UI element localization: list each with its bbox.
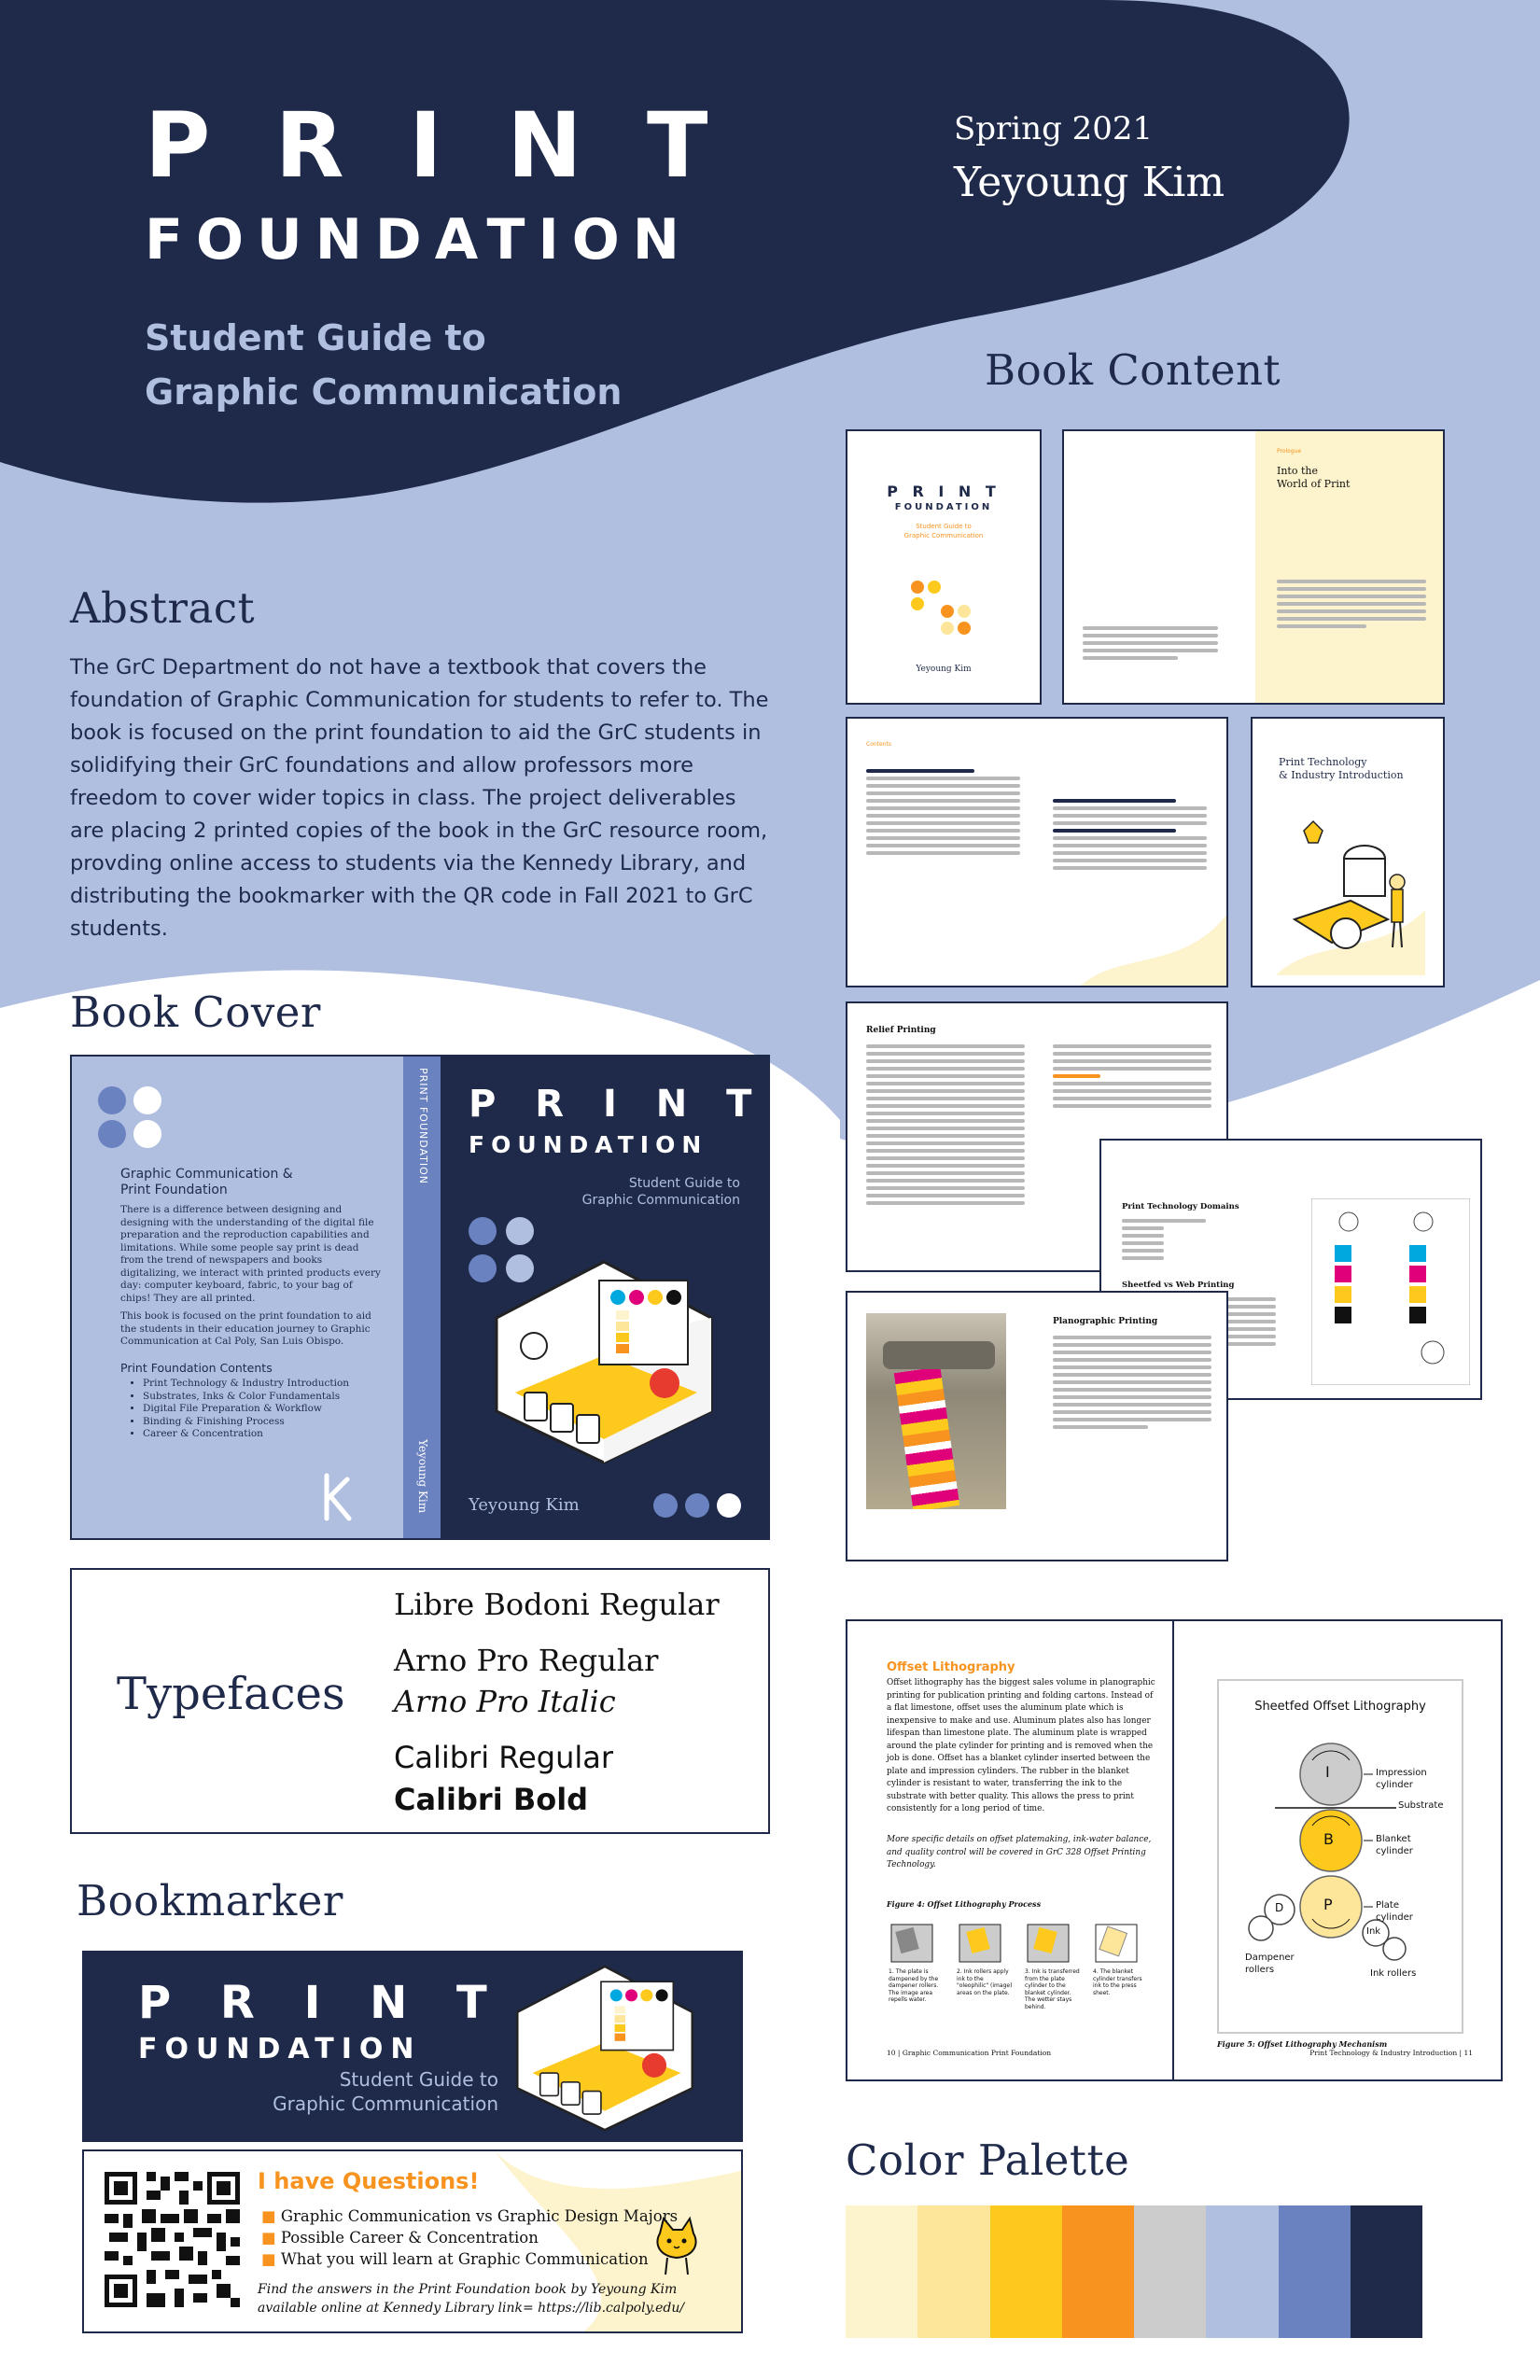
typeface-sample: Arno Pro Regular [394, 1643, 659, 1678]
cover-dot [928, 581, 941, 594]
press-operator-illustration [1276, 817, 1425, 975]
diagram-label-ink: Ink [1366, 1926, 1381, 1937]
chapter1-title: Print Technology [1279, 756, 1367, 768]
prologue-title: World of Print [1277, 478, 1351, 490]
figure4-step: 1. The plate is dampened by the dampener rollers. The image area repells water. [889, 1968, 939, 2003]
diagram-label-ink-rollers: Ink rollers [1370, 1968, 1417, 1979]
offset-diagram [1217, 1679, 1463, 2034]
content-page-planographic [846, 1291, 1228, 1561]
questions-title: I have Questions! [258, 2168, 480, 2194]
cover-dot [506, 1217, 534, 1245]
cover-dot [133, 1120, 161, 1148]
plano-title: Planographic Printing [1053, 1317, 1158, 1326]
header-title-line2: FOUNDATION [145, 207, 693, 273]
figure4-step: 4. The blanket cylinder transfers ink to the press sheet. [1093, 1968, 1142, 1996]
front-cover-title1: P R I N T [469, 1083, 765, 1126]
content-page-chapter1 [1251, 717, 1445, 987]
figure5-caption: Figure 5: Offset Lithography Mechanism [1217, 2039, 1388, 2049]
press-photo [866, 1313, 1006, 1509]
color-swatch [1279, 2205, 1351, 2338]
page-footer: Print Technology & Industry Introduction | 11 [1309, 2049, 1473, 2057]
contents-item: • Binding & Finishing Process [143, 1416, 385, 1429]
typeface-sample: Arno Pro Italic [394, 1684, 616, 1719]
content-page-offset-left [846, 1619, 1174, 2081]
question-text: Possible Career & Concentration [280, 2229, 539, 2247]
back-cover-paragraph: This book is focused on the print foundation to aid the students in their education journey to Graphic Communication at Cal Poly, San Luis Obispo. [120, 1310, 371, 1347]
abstract-heading: Abstract [70, 583, 256, 633]
color-palette-swatches [846, 2205, 1422, 2338]
content-page-offset-right [1172, 1619, 1503, 2081]
contents-item: • Print Technology & Industry Introduction [143, 1378, 385, 1391]
header-term: Spring 2021 [954, 110, 1154, 147]
cover-dot [958, 622, 971, 635]
diagram-title: Sheetfed Offset Lithography [1254, 1700, 1426, 1714]
front-cover-author: Yeyoung Kim [469, 1495, 580, 1515]
typeface-sample: Calibri Regular [394, 1740, 613, 1775]
book-cover-heading: Book Cover [70, 987, 321, 1037]
chapter1-title: & Industry Introduction [1279, 769, 1404, 781]
k-logo-icon [319, 1472, 357, 1523]
contents-item: • Digital File Preparation & Workflow [143, 1403, 385, 1416]
content-page-prologue [1062, 429, 1445, 705]
bookmarker-footer: available online at Kennedy Library link= https://lib.calpoly.edu/ [258, 2301, 685, 2316]
question-item: ■ What you will learn at Graphic Communication [261, 2250, 649, 2268]
question-text: What you will learn at Graphic Communication [280, 2250, 649, 2268]
relief-title: Relief Printing [866, 1026, 936, 1035]
mini-cover-title2: FOUNDATION [894, 502, 993, 512]
contents-label: Contents [866, 741, 891, 748]
offset-note: More specific details on offset platemaking, ink-water balance, and quality control will be covered in GrC 328 Offset Printing Technology. [887, 1835, 1152, 1869]
front-cover-sub2: Graphic Communication [581, 1193, 740, 1208]
figure4-step: 2. Ink rollers apply ink to the "oleophilic" (image) areas on the plate. [957, 1968, 1013, 1996]
cover-dot [941, 605, 954, 618]
diagram-label-dampener: Dampener rollers [1245, 1953, 1295, 1975]
cover-dot [685, 1493, 709, 1518]
back-cover-contents-title: Print Foundation Contents [120, 1361, 273, 1375]
cover-dot [911, 597, 924, 610]
print-shop-illustration [478, 1253, 730, 1467]
book-front-cover [441, 1057, 768, 1538]
header-title-line1: P R I N T [145, 93, 725, 198]
text-block [1053, 1041, 1211, 1112]
typefaces-heading: Typefaces [117, 1668, 345, 1720]
color-swatch [917, 2205, 989, 2338]
sheetfed-web-title: Sheetfed vs Web Printing [1122, 1281, 1235, 1290]
offset-process-steps-illustration [887, 1920, 1148, 1967]
qr-code-icon[interactable] [105, 2172, 240, 2307]
prologue-title: Into the [1277, 465, 1318, 477]
bookmarker-title2: FOUNDATION [138, 2033, 422, 2065]
mini-cover-author: Yeyoung Kim [916, 665, 972, 674]
mini-cover-title1: P R I N T [887, 483, 1001, 500]
print-shop-illustration [502, 1955, 707, 2137]
cover-dot [911, 581, 924, 594]
text-block [1277, 576, 1426, 632]
header-subtitle-line2: Graphic Communication [145, 371, 623, 413]
book-content-heading: Book Content [985, 345, 1281, 395]
text-block [1053, 795, 1207, 874]
diagram-label-blanket: Blanket cylinder [1376, 1834, 1413, 1856]
contents-item: • Career & Concentration [143, 1428, 385, 1441]
color-swatch [1062, 2205, 1134, 2338]
question-text: Graphic Communication vs Graphic Design Majors [280, 2207, 679, 2225]
color-swatch [1134, 2205, 1206, 2338]
bookmarker-footer: Find the answers in the Print Foundation book by Yeyoung Kim [258, 2282, 678, 2297]
cover-dot [653, 1493, 678, 1518]
diagram-label-substrate: Substrate [1398, 1800, 1444, 1811]
typeface-sample: Libre Bodoni Regular [394, 1587, 720, 1622]
text-block [866, 765, 1020, 859]
page-footer: 10 | Graphic Communication Print Foundation [887, 2049, 1052, 2057]
cover-dot [958, 605, 971, 618]
cat-mascot-icon [649, 2215, 705, 2280]
prologue-label: Prologue [1277, 448, 1302, 455]
back-cover-title: Graphic Communication & Print Foundation [120, 1167, 293, 1197]
text-block [1053, 1332, 1211, 1433]
header-subtitle-line1: Student Guide to [145, 317, 486, 358]
diagram-label-i: I [1325, 1763, 1330, 1781]
diagram-label-impression: Impression cylinder [1376, 1768, 1427, 1790]
cover-dot [469, 1217, 497, 1245]
bookmarker-sub2: Graphic Communication [273, 2093, 498, 2115]
book-back-cover [72, 1057, 403, 1538]
spine-title: PRINT FOUNDATION [417, 1068, 429, 1185]
cover-dot [98, 1086, 126, 1114]
diagram-label-b: B [1323, 1830, 1334, 1848]
questions-list [261, 2205, 678, 2270]
question-item: ■ Possible Career & Concentration [261, 2229, 539, 2247]
cover-dot [98, 1120, 126, 1148]
contents-item: • Substrates, Inks & Color Fundamentals [143, 1391, 385, 1404]
figure4-caption: Figure 4: Offset Lithography Process [887, 1899, 1042, 1909]
diagram-label-d: D [1275, 1901, 1284, 1914]
back-cover-paragraph: There is a difference between designing and designing with the understanding of the digital file preparation and the reproduction capabilities and limitations. While some people say print is dead from the trend of newspapers and books digitalizing, we interact with printed products every day: computer keyboard, fabric, to your bag of chips! They are all printed. [120, 1204, 381, 1304]
color-palette-heading: Color Palette [846, 2135, 1130, 2185]
bookmarker-heading: Bookmarker [77, 1876, 343, 1925]
content-page-cover [846, 429, 1042, 705]
front-cover-title2: FOUNDATION [469, 1131, 708, 1158]
mini-cover-sub: Student Guide to [916, 523, 972, 530]
cover-dot [717, 1493, 741, 1518]
front-cover-sub1: Student Guide to [628, 1176, 740, 1191]
text-block [1122, 1215, 1206, 1264]
printed-label-roll [894, 1366, 959, 1509]
text-block [1083, 623, 1218, 664]
typeface-sample: Calibri Bold [394, 1782, 589, 1817]
bookmarker-front [82, 1951, 743, 2142]
bookmarker-sub1: Student Guide to [339, 2068, 498, 2091]
bookmarker-title1: P R I N T [138, 1977, 504, 2029]
offset-body: Offset lithography has the biggest sales volume in planographic printing for publication printing and folding cartons. Instead of a flat limestone, offset uses the aluminum plate which is inexpensive to make and use. Aluminum plates also has longer lifespan than limestone plate. The aluminum plate is wrapped around the plate cylinder for printing and is removed when the job is done. Offset has a blanket cylinder inserted between the plate and impression cylinders. The rubber in the blanket cylinder is resistant to water, transferring the ink to the substrate with better quality. This allows the press to print consistently for a long period of time. [887, 1678, 1155, 1813]
diagram-label-plate: Plate cylinder [1376, 1900, 1413, 1923]
press-roller [883, 1341, 995, 1369]
color-swatch [990, 2205, 1062, 2338]
cover-dot [133, 1086, 161, 1114]
domains-title: Print Technology Domains [1122, 1202, 1239, 1211]
book-cover [70, 1055, 770, 1540]
bookmarker-back [82, 2149, 743, 2333]
header-author: Yeyoung Kim [954, 159, 1225, 206]
color-swatch [1206, 2205, 1278, 2338]
back-cover-contents-list [128, 1378, 385, 1441]
question-item: ■ Graphic Communication vs Graphic Design Majors [261, 2207, 679, 2225]
diagram-label-p: P [1323, 1896, 1333, 1913]
press-units-diagram [1311, 1198, 1470, 1385]
offset-title: Offset Lithography [887, 1660, 1015, 1674]
abstract-body: The GrC Department do not have a textbook that covers the foundation of Graphic Communication for students to refer to. The book is focused on the print foundation to aid the GrC students in solidifying their GrC foundations and allow professors more freedom to cover wider topics in class. The project deliverables are placing 2 printed copies of the book in the GrC resource room, provding online access to students via the Kennedy Library, and distributing the bookmarker with the QR code in Fall 2021 to GrC students. [70, 655, 769, 941]
typefaces-box [70, 1568, 770, 1834]
mini-cover-sub: Graphic Communication [903, 532, 984, 539]
color-swatch [846, 2205, 917, 2338]
text-block [866, 1041, 1025, 1209]
spine-author: Yeyoung Kim [416, 1439, 429, 1514]
wave-decoration [1081, 915, 1226, 986]
content-page-contents [846, 717, 1228, 987]
cover-dot [941, 622, 954, 635]
book-spine [403, 1057, 441, 1538]
figure4-step: 3. Ink is transferred from the plate cylinder to the blanket cylinder. The wetter stays behind. [1025, 1968, 1080, 2010]
color-swatch [1351, 2205, 1422, 2338]
